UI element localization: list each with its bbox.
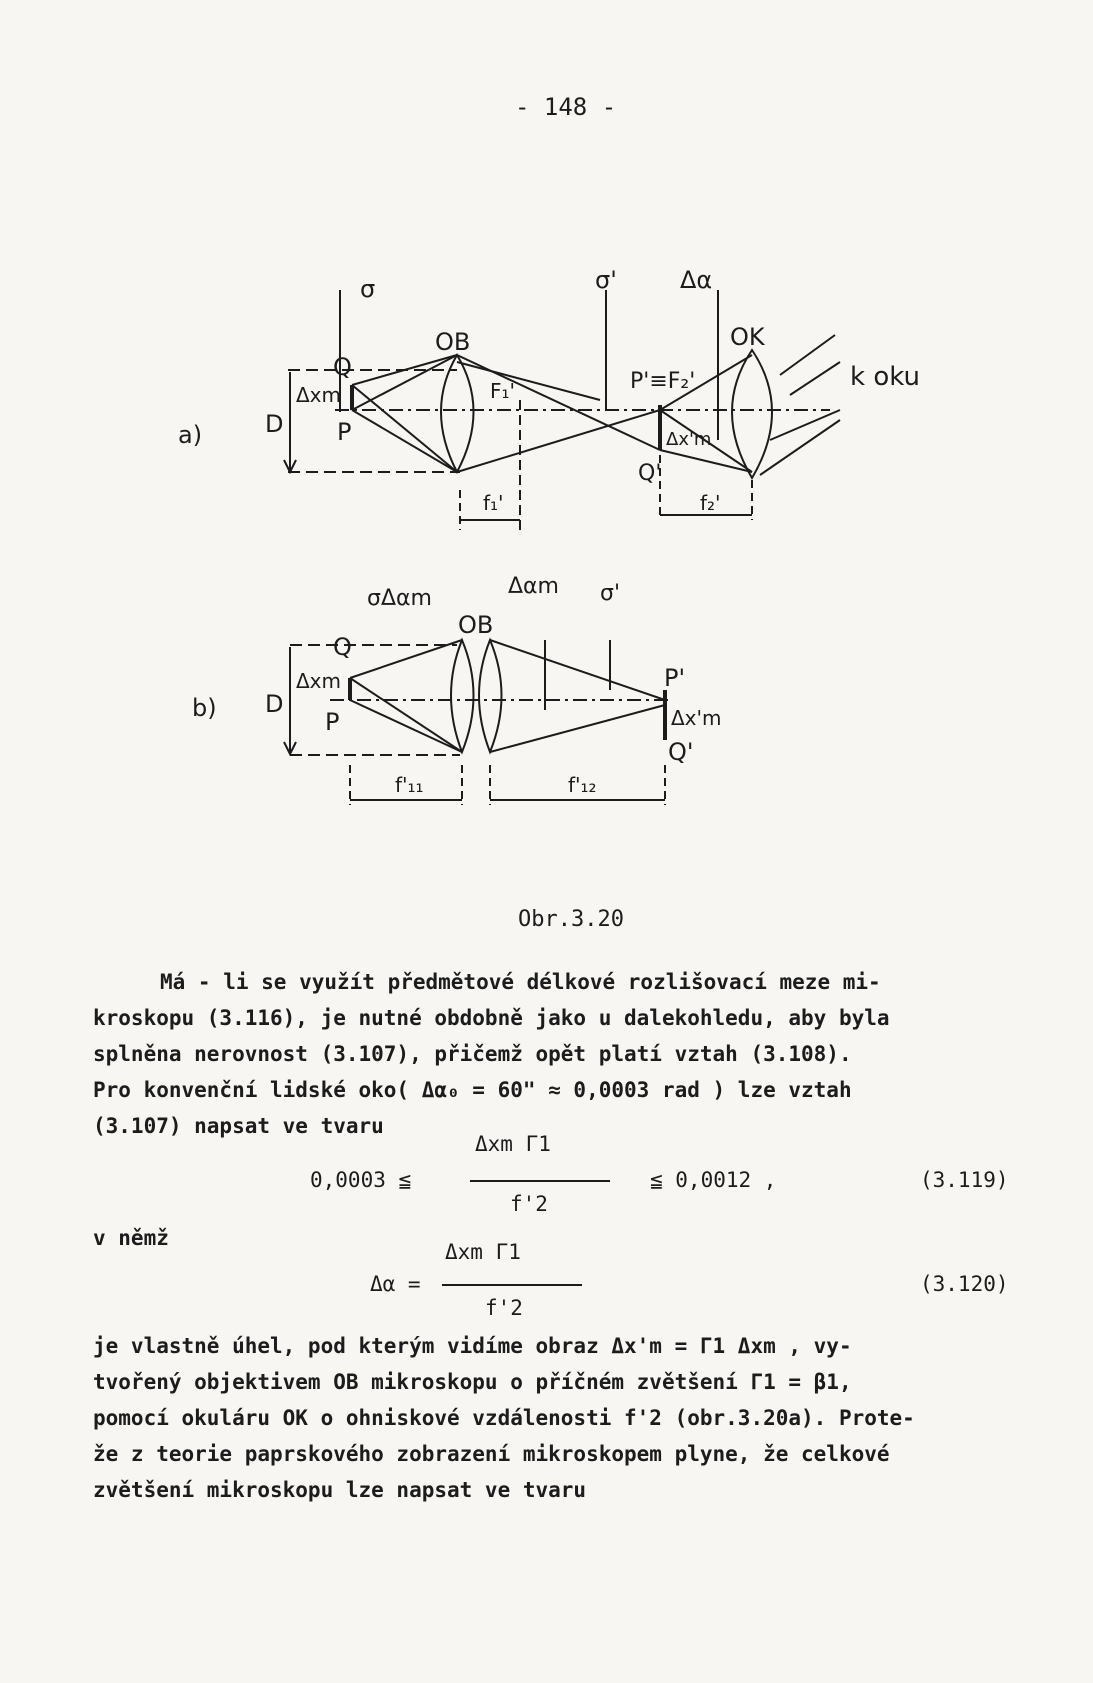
f12-length-b: f'₁₂ xyxy=(568,773,597,797)
eq119-numerator: Δxm Γ1 xyxy=(475,1132,551,1156)
eyepiece-lens-a xyxy=(732,350,772,478)
point-p-prime-b: P' xyxy=(664,664,686,692)
text-line: Má - li se využít předmětové délkové rozlišovací meze mi- xyxy=(160,970,881,994)
text-line: Pro konvenční lidské oko( Δα₀ = 60" ≈ 0,0003 rad ) lze vztah xyxy=(93,1078,852,1102)
text-line: tvořený objektivem OB mikroskopu o příčném zvětšení Γ1 = β1, xyxy=(93,1370,852,1394)
dxm-a: Δxm xyxy=(296,383,341,407)
text-line: zvětšení mikroskopu lze napsat ve tvaru xyxy=(93,1478,587,1502)
page-number: - 148 - xyxy=(515,93,617,121)
dxm-prime-a: Δx'm xyxy=(666,429,712,450)
point-q-b: Q xyxy=(333,633,352,661)
eq119-left: 0,0003 ≦ xyxy=(310,1168,412,1192)
f11-length-b: f'₁₁ xyxy=(395,773,424,797)
text-line: že z teorie paprskového zobrazení mikroskopem plyne, že celkové xyxy=(93,1442,890,1466)
sigma-a: σ xyxy=(360,275,376,303)
objective-lens-b1 xyxy=(451,640,474,752)
objective-lens-b2 xyxy=(479,640,502,752)
sigma-dalpha-b: σΔαm xyxy=(367,586,432,611)
text-line: je vlastně úhel, pod kterým vidíme obraz Δx'm = Γ1 Δxm , vy- xyxy=(93,1334,852,1358)
point-q-prime-a: Q' xyxy=(638,461,662,486)
eq120-left: Δα = xyxy=(370,1272,421,1296)
k-oku-label: k oku xyxy=(850,362,920,392)
ob-label-a: OB xyxy=(435,328,471,356)
point-p-a: P xyxy=(337,418,352,446)
diameter-d-b: D xyxy=(265,690,284,718)
eq120-number: (3.120) xyxy=(920,1272,1009,1296)
point-q-a: Q xyxy=(333,353,352,381)
dxm-b: Δxm xyxy=(296,669,341,693)
text-line: (3.107) napsat ve tvaru xyxy=(93,1114,384,1138)
panel-a-label: a) xyxy=(178,421,203,449)
objective-lens-a xyxy=(441,355,474,472)
ok-label: OK xyxy=(730,323,765,351)
panel-b-label: b) xyxy=(192,694,217,722)
diameter-d-a: D xyxy=(265,410,284,438)
dalpha-m-b: Δαm xyxy=(508,574,559,599)
f2-length-a: f₂' xyxy=(700,491,721,515)
eq119-right: ≦ 0,0012 , xyxy=(650,1168,777,1192)
eq119-number: (3.119) xyxy=(920,1168,1009,1192)
v-nemz: v němž xyxy=(93,1226,169,1250)
sigma-prime-a: σ' xyxy=(595,266,617,294)
pf2-label: P'≡F₂' xyxy=(630,369,696,394)
eq120-denominator: f'2 xyxy=(485,1296,523,1320)
sigma-prime-b: σ' xyxy=(600,581,620,606)
eq119-fraction-bar xyxy=(470,1180,610,1182)
point-p-b: P xyxy=(325,708,340,736)
dxm-prime-b: Δx'm xyxy=(671,706,722,730)
figure-caption: Obr.3.20 xyxy=(518,907,624,932)
text-line: kroskopu (3.116), je nutné obdobně jako u dalekohledu, aby byla xyxy=(93,1006,890,1030)
f1-length-a: f₁' xyxy=(483,491,504,515)
eq120-numerator: Δxm Γ1 xyxy=(445,1240,521,1264)
eq119-denominator: f'2 xyxy=(510,1192,548,1216)
ob-label-b: OB xyxy=(458,611,494,639)
point-q-prime-b: Q' xyxy=(668,738,694,766)
text-line: pomocí okuláru OK o ohniskové vzdálenosti f'2 (obr.3.20a). Prote- xyxy=(93,1406,915,1430)
eq120-fraction-bar xyxy=(442,1284,582,1286)
text-line: splněna nerovnost (3.107), přičemž opět platí vztah (3.108). xyxy=(93,1042,852,1066)
delta-alpha-a: Δα xyxy=(680,266,713,294)
f1-focus-a: F₁' xyxy=(490,379,516,403)
